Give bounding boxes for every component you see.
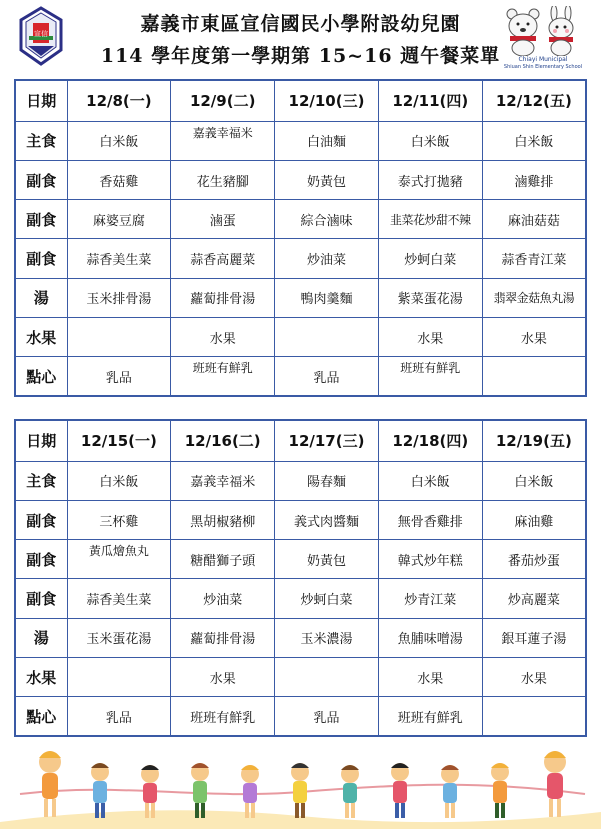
row-label-side: 副食 [15, 500, 67, 539]
date-cell: 12/17(三) [275, 420, 379, 461]
date-cell: 12/8(一) [67, 80, 171, 121]
row-label-staple: 主食 [15, 121, 67, 160]
menu-cell: 炒高麗菜 [482, 579, 586, 618]
menu-cell: 陽春麵 [275, 461, 379, 500]
menu-cell: 無骨香雞排 [378, 500, 482, 539]
menu-cell: 三杯雞 [67, 500, 171, 539]
menu-cell: 乳品 [275, 697, 379, 736]
logo-caption-school: Shiuan Shin Elementary School [503, 64, 583, 70]
date-row [15, 420, 586, 461]
menu-cell: 玉米濃湯 [275, 618, 379, 657]
menu-cell: 鴨肉羹麵 [275, 278, 379, 317]
child-figure [441, 765, 459, 818]
menu-cell [275, 657, 379, 696]
menu-cell: 白米飯 [378, 461, 482, 500]
side-dish-row [15, 160, 586, 199]
menu-cell: 炒油菜 [275, 239, 379, 278]
menu-table-week2 [14, 419, 587, 737]
menu-cell: 玉米排骨湯 [67, 278, 171, 317]
row-label-soup: 湯 [15, 278, 67, 317]
row-label-staple: 主食 [15, 461, 67, 500]
menu-cell: 班班有鮮乳 [378, 357, 482, 396]
date-cell: 12/11(四) [378, 80, 482, 121]
menu-cell: 蒜香高麗菜 [171, 239, 275, 278]
menu-cell: 奶黃包 [275, 160, 379, 199]
child-figure [39, 751, 61, 817]
side-dish-row [15, 500, 586, 539]
menu-cell: 麻婆豆腐 [67, 200, 171, 239]
fruit-row [15, 317, 586, 356]
menu-cell: 黑胡椒豬柳 [171, 500, 275, 539]
menu-cell: 蒜香美生菜 [67, 579, 171, 618]
menu-cell: 韭菜花炒甜不辣 [378, 200, 482, 239]
menu-cell: 水果 [171, 317, 275, 356]
staple-row [15, 121, 586, 160]
menu-cell [482, 697, 586, 736]
child-figure [141, 765, 159, 818]
row-label-snack: 點心 [15, 357, 67, 396]
child-figure [241, 765, 259, 818]
soup-row [15, 278, 586, 317]
child-figure [544, 751, 566, 817]
menu-cell: 翡翠金菇魚丸湯 [482, 278, 586, 317]
menu-cell: 班班有鮮乳 [171, 697, 275, 736]
row-label-date: 日期 [15, 80, 67, 121]
menu-cell: 糖醋獅子頭 [171, 540, 275, 579]
row-label-snack: 點心 [15, 697, 67, 736]
menu-cell: 麻油雞 [482, 500, 586, 539]
menu-cell: 白米飯 [67, 461, 171, 500]
menu-cell: 白米飯 [482, 121, 586, 160]
menu-cell: 蘿蔔排骨湯 [171, 278, 275, 317]
side-dish-row [15, 579, 586, 618]
date-cell: 12/10(三) [275, 80, 379, 121]
menu-cell: 銀耳蓮子湯 [482, 618, 586, 657]
menu-cell: 水果 [482, 657, 586, 696]
menu-cell: 水果 [171, 657, 275, 696]
menu-cell: 奶黃包 [275, 540, 379, 579]
child-figure [341, 765, 359, 818]
menu-cell: 水果 [482, 317, 586, 356]
snack-row [15, 357, 586, 396]
child-figure [91, 763, 109, 818]
menu-cell: 玉米蛋花湯 [67, 618, 171, 657]
menu-cell: 炒蚵白菜 [378, 239, 482, 278]
menu-cell: 蒜香青江菜 [482, 239, 586, 278]
row-label-side: 副食 [15, 160, 67, 199]
menu-cell [275, 317, 379, 356]
menu-cell: 蘿蔔排骨湯 [171, 618, 275, 657]
side-dish-row [15, 200, 586, 239]
row-label-side: 副食 [15, 239, 67, 278]
menu-cell: 麻油菇菇 [482, 200, 586, 239]
menu-cell: 義式肉醬麵 [275, 500, 379, 539]
side-dish-row [15, 540, 586, 579]
menu-cell: 滷蛋 [171, 200, 275, 239]
snack-row [15, 697, 586, 736]
menu-cell [482, 357, 586, 396]
date-cell: 12/16(二) [171, 420, 275, 461]
menu-cell: 水果 [378, 317, 482, 356]
child-figure [291, 763, 309, 818]
date-cell: 12/19(五) [482, 420, 586, 461]
children-holding-hands-illustration [0, 742, 601, 829]
row-label-fruit: 水果 [15, 657, 67, 696]
menu-table-week1 [14, 79, 587, 397]
row-label-side: 副食 [15, 579, 67, 618]
menu-cell: 水果 [378, 657, 482, 696]
logo-caption-city: Chiayi Municipal [518, 56, 568, 63]
menu-cell: 乳品 [67, 697, 171, 736]
menu-cell: 泰式打拋豬 [378, 160, 482, 199]
menu-cell: 炒蚵白菜 [275, 579, 379, 618]
menu-cell: 魚脯味噌湯 [378, 618, 482, 657]
menu-cell [67, 317, 171, 356]
child-figure [191, 763, 209, 818]
child-figure [391, 763, 409, 818]
menu-cell: 嘉義幸福米 [171, 461, 275, 500]
menu-cell: 綜合滷味 [275, 200, 379, 239]
soup-row [15, 618, 586, 657]
page-title-menu: 114 學年度第一學期第 15~16 週午餐菜單 [100, 45, 501, 67]
date-cell: 12/12(五) [482, 80, 586, 121]
menu-cell: 紫菜蛋花湯 [378, 278, 482, 317]
side-dish-row [15, 239, 586, 278]
menu-cell [67, 657, 171, 696]
menu-cell: 白米飯 [482, 461, 586, 500]
menu-cell: 韓式炒年糕 [378, 540, 482, 579]
menu-cell: 番茄炒蛋 [482, 540, 586, 579]
menu-cell: 炒青江菜 [378, 579, 482, 618]
row-label-fruit: 水果 [15, 317, 67, 356]
menu-cell: 蒜香美生菜 [67, 239, 171, 278]
menu-cell: 班班有鮮乳 [171, 357, 275, 396]
menu-cell: 白米飯 [378, 121, 482, 160]
staple-row [15, 461, 586, 500]
school-emblem-text: 宣信 [34, 30, 48, 38]
child-figure [491, 763, 509, 818]
page-title-school: 嘉義市東區宣信國民小學附設幼兒園 [140, 13, 461, 35]
bear-rabbit-mascot-logo [498, 6, 588, 72]
date-cell: 12/18(四) [378, 420, 482, 461]
menu-cell: 花生豬腳 [171, 160, 275, 199]
menu-cell: 香菇雞 [67, 160, 171, 199]
date-cell: 12/15(一) [67, 420, 171, 461]
row-label-soup: 湯 [15, 618, 67, 657]
row-label-side: 副食 [15, 540, 67, 579]
menu-cell: 白油麵 [275, 121, 379, 160]
menu-cell: 乳品 [275, 357, 379, 396]
row-label-date: 日期 [15, 420, 67, 461]
menu-cell: 班班有鮮乳 [378, 697, 482, 736]
menu-cell: 滷雞排 [482, 160, 586, 199]
menu-cell: 炒油菜 [171, 579, 275, 618]
date-cell: 12/9(二) [171, 80, 275, 121]
date-row [15, 80, 586, 121]
row-label-side: 副食 [15, 200, 67, 239]
fruit-row [15, 657, 586, 696]
menu-cell: 白米飯 [67, 121, 171, 160]
menu-cell: 乳品 [67, 357, 171, 396]
menu-cell: 黃瓜燴魚丸 [67, 540, 171, 579]
menu-cell: 嘉義幸福米 [171, 121, 275, 160]
